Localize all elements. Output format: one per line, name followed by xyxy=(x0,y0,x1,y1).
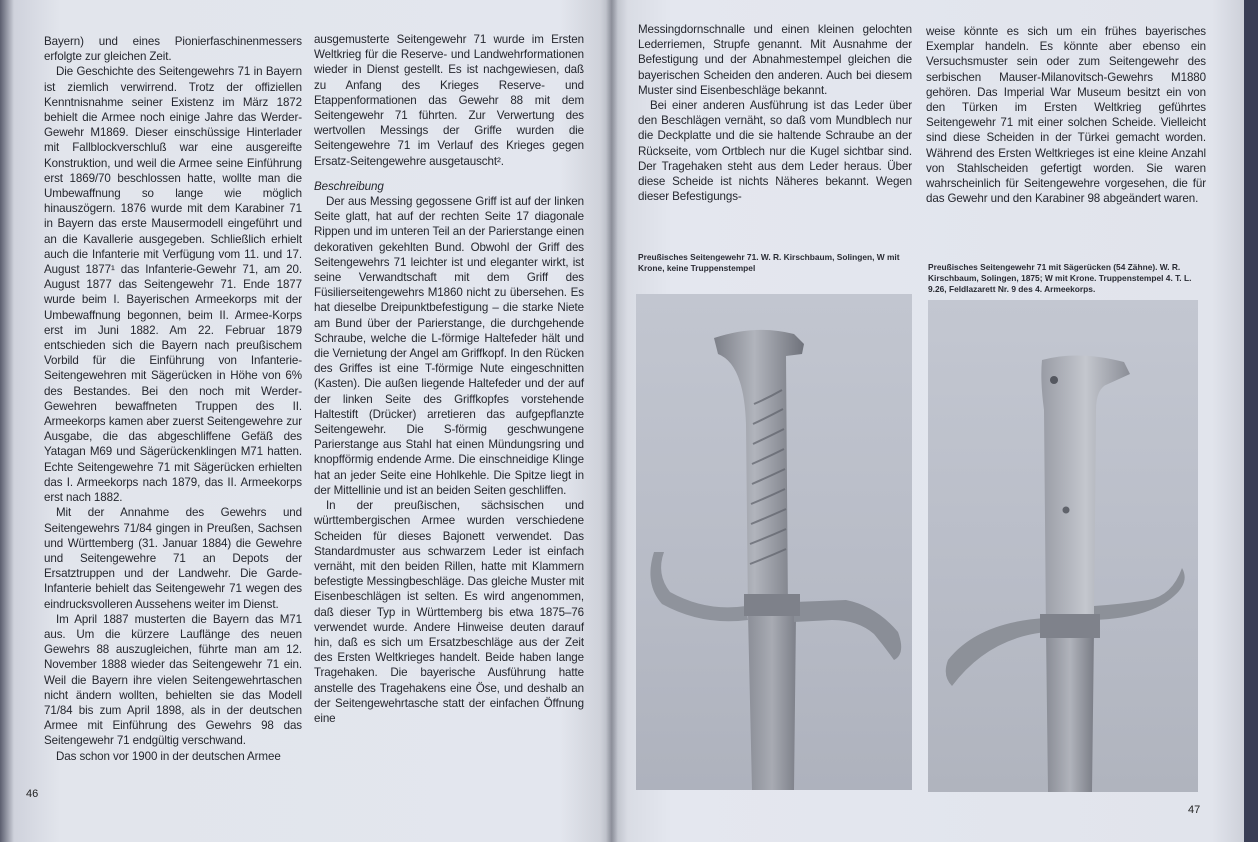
text-column-3 xyxy=(638,22,912,204)
paragraph: In der preußischen, sächsischen und württembergischen Armee wurden verschiedene Scheiden für dieses Bajonett verwendet. Das Standardmuster aus schwarzem Leder ist einfach vernäht, mit den beiden Rillen, hatte mit Klammern befestigte Messingbeschläge. Das gleiche Muster mit Eisenbeschlägen ist selten. Es wird angenommen, daß dieser Typ in Württemberg bis etwa 1875–76 verwendet wurde. Andere Hinweise deuten darauf hin, daß es sich um Ersatzbeschläge aus der Zeit des Ersten Weltkrieges handelt. Beide haben lange Tragehaken. Die bayerische Ausführung hatte anstelle des Tragehakens eine Öse, und deshalb an der Seitengewehrtasche statt der einfachen Öffnung eine xyxy=(314,499,584,725)
photo-caption-2: Preußisches Seitengewehr 71 mit Sägerücken (54 Zähne). W. R. Kirschbaum, Solingen, 1875; W mit Krone. Truppenstempel 4. T. L. 9.26, Feldlazarett Nr. 9 des 4. Armeekorps. xyxy=(928,262,1192,294)
text-column-1 xyxy=(44,34,302,764)
paragraph: Bayern) und eines Pionierfaschinenmessers erfolgte zur gleichen Zeit. xyxy=(44,35,302,64)
left-page xyxy=(0,0,612,842)
paragraph: Messingdornschnalle und einen kleinen gelochten Lederriemen, Strupfe genannt. Mit Ausnahme der Befestigung und der Abnahmestempel gleichen die bayerischen Scheiden den anderen. Auch bei diesem Muster sind Eisenbeschläge bekannt. xyxy=(638,23,912,97)
bayonet-photo-2 xyxy=(928,300,1198,792)
text-column-2 xyxy=(314,32,584,726)
paragraph: Das schon vor 1900 in der deutschen Armee xyxy=(56,749,281,763)
text-column-4 xyxy=(926,24,1206,206)
photo-caption-1: Preußisches Seitengewehr 71. W. R. Kirschbaum, Solingen, W mit Krone, keine Truppenstempel xyxy=(638,252,900,273)
page-number: 47 xyxy=(1188,804,1201,816)
bayonet-photo-1 xyxy=(636,294,912,790)
paragraph: Die Geschichte des Seitengewehrs 71 in Bayern ist ziemlich verwirrend. Trotz der offiziellen Kenntnisnahme seiner Existenz im März 1872 behielt die Armee noch einige Jahre das Werder-Gewehr M1869. Dieser einschüssige Hinterlader mit Fallblockverschluß war eine ausgereifte Konstruktion, und weil die Armee seine Einführung erst 1869/70 beschlossen hatte, wollte man die Umbewaffnung so lange wie möglich hinauszögern. 1876 wurde mit dem Karabiner 71 in Bayern das erste Mausermodell eingeführt und an die Kavallerie ausgegeben. Schließlich erhielt auch die Infanterie mit Verfügung vom 11. und 17. August 1877¹ das Infanterie-Gewehr 71, am 20. August 1877 das Seitengewehr 71. Ende 1877 wurde beim I. Bayerischen Armeekorps mit der Umbewaffnung begonnen, beim II. Armee-Korps erst im Juni 1882. Am 22. Februar 1879 entschieden sich die Bayern nach preußischem Vorbild für die Einführung von Infanterie-Seitengewehren mit Sägerücken in Höhe von 6% des Bestandes. Bei den noch mit Werder-Gewehren bewaffneten Truppen des II. Armeekorps kamen aber zuerst Seitengewehre zur Ausgabe, die das abgeschliffene Gefäß des Yatagan M69 und Sägerückenklingen M71 hatten. Echte Seitengewehre 71 mit Sägerücken erhielten das I. Armeekorps nach 1879, das II. Armeekorps erst nach 1882. xyxy=(44,65,302,505)
paragraph: Mit der Annahme des Gewehrs und Seitengewehrs 71/84 gingen in Preußen, Sachsen und Württemberg (31. Januar 1884) die Gewehre und Seitengewehre 71 an Depots der Ersatztruppen und der Landwehr. Die Garde-Infanterie behielt das Seitengewehr 71 wegen des eindrucksvolleren Aussehens weiter im Dienst. xyxy=(44,506,302,611)
section-heading: Beschreibung xyxy=(314,179,384,193)
right-page xyxy=(612,0,1252,842)
paragraph: weise könnte es sich um ein frühes bayerisches Exemplar handeln. Es könnte aber ebenso ein Versuchsmuster sein oder zum Seitengewehr des serbischen Mauser-Milanovitsch-Gewehrs M1880 gehören. Das Imperial War Museum besitzt ein von den Türken im Ersten Weltkrieg geführtes Seitengewehr 71 mit einer solchen Scheide. Vielleicht sind diese Scheiden in der Türkei gemacht worden. Während des Ersten Weltkrieges ist eine kleine Anzahl von Stahlscheiden gefertigt worden. Sie waren wahrscheinlich für Seitengewehre vorgesehen, die für das Gewehr und den Karabiner 98 abgeändert waren. xyxy=(926,25,1206,206)
paragraph: Der aus Messing gegossene Griff ist auf der linken Seite glatt, hat auf der rechten Seite 17 diagonale Rippen und im unteren Teil an der Parierstange einen dekorativen gekehlten Bund. Obwohl der Griff des Seitengewehrs 71 leichter ist und eleganter wirkt, ist seine Verwandtschaft mit dem Griff des Füsilierseitengewehrs M1860 nicht zu übersehen. Es hat dieselbe Dreipunktbefestigung – die starke Niete am Bund über der Parierstange, die durchgehende Schraube, welche die L-förmige Haltefeder hält und die Vernietung der Angel am Griffkopf. In den Rücken des Griffes ist eine T-förmige Nute eingeschnitten (Kasten). Die außen liegende Haltefeder und der auf der linken Seite des Griffkopfes vorstehende Haltestift (Drücker) arretieren das aufgepflanzte Seitengewehr. Die S-förmig geschwungene Parierstange aus Stahl hat einen Mündungsring und knopfförmig endende Arme. Die einschneidige Klinge hat an jeder Seite eine Hohlkehle. Die Spitze liegt in der Mittellinie und ist an beiden Seiten geschliffen. xyxy=(314,195,584,497)
paragraph: ausgemusterte Seitengewehr 71 wurde im Ersten Weltkrieg für die Reserve- und Landwehrformationen wieder in Dienst gestellt. Es ist nachgewiesen, daß zu Anfang des Krieges Reserve- und Etappenformationen das Gewehr 88 mit dem Seitengewehr 71 führten. Zur Verwertung des wertvollen Messings der Griffe wurden die Seitengewehre 71 im Verlauf des Krieges gegen Ersatz-Seitengewehre ausgetauscht². xyxy=(314,33,584,168)
paragraph: Im April 1887 musterten die Bayern das M71 aus. Um die kürzere Lauflänge des neuen Gewehrs 88 auszugleichen, führte man am 12. November 1888 wieder das Seitengewehr 71 ein. Weil die Bayern ihre vielen Seitengewehrtaschen nicht ändern wollten, behielten sie das Modell 71/84 bis zum April 1898, als in der deutschen Armee mit Einführung des Gewehrs 98 das Seitengewehr 71 endgültig verschwand. xyxy=(44,612,302,748)
paragraph: Bei einer anderen Ausführung ist das Leder über den Beschlägen vernäht, so daß vom Mundblech nur die Deckplatte und die sie haltende Schraube an der Rückseite, vom Ortblech nur die Kugel sichtbar sind. Der Tragehaken steht aus dem Leder heraus. Über diese Scheide ist nichts Näheres bekannt. Wegen dieser Befestigungs- xyxy=(638,99,912,204)
background-edge xyxy=(1244,0,1258,842)
book-gutter xyxy=(606,0,618,842)
page-number: 46 xyxy=(26,788,39,800)
